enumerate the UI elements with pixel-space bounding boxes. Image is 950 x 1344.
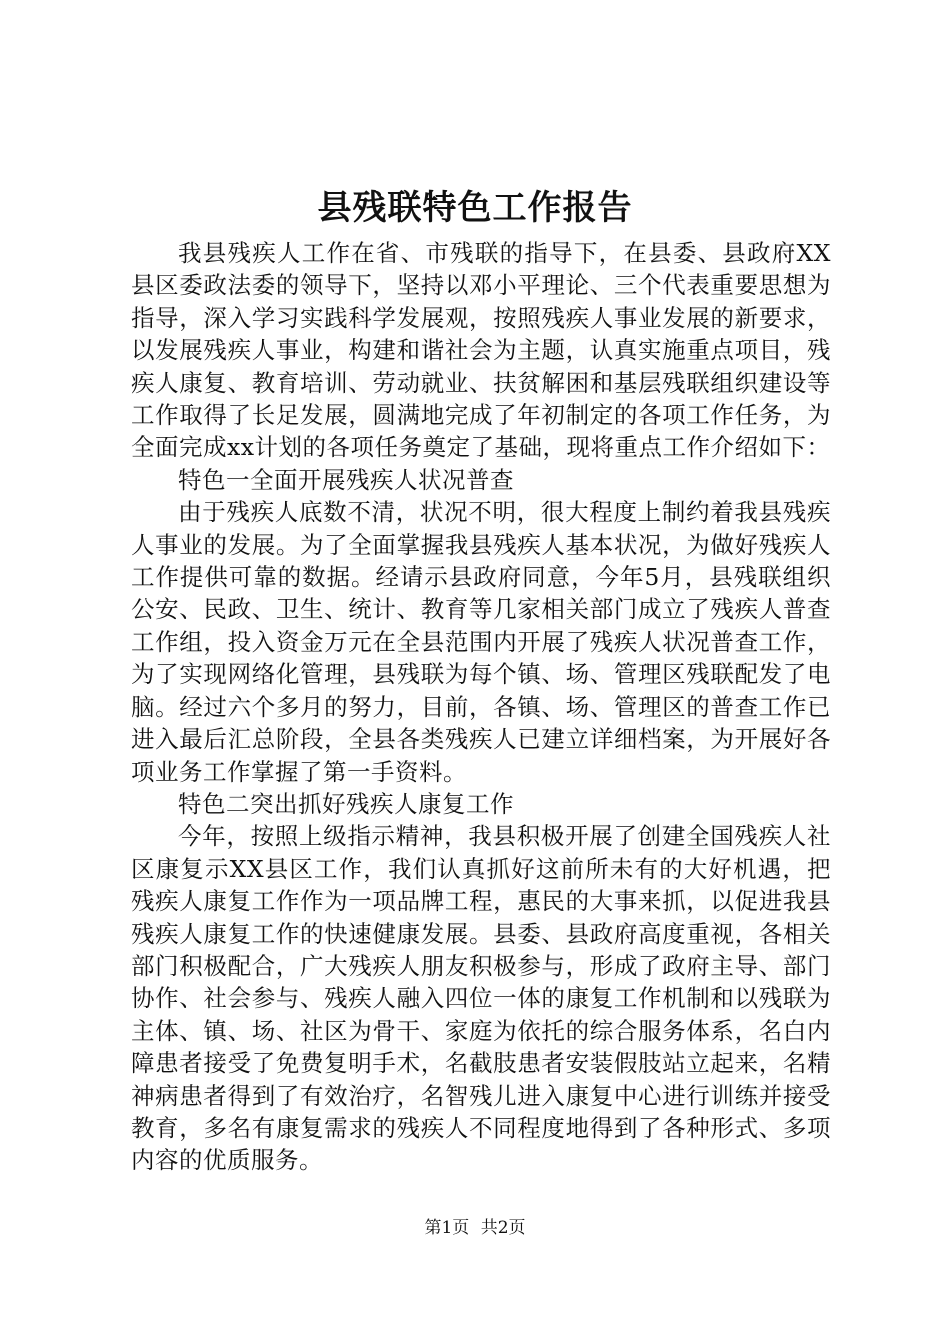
section-heading-1: 特色一全面开展残疾人状况普查: [178, 465, 514, 494]
section-paragraph-2: 今年，按照上级指示精神，我县积极开展了创建全国残疾人社区康复示XX县区工作，我们认真抓好这前所未有的大好机遇，把残疾人康复工作作为一项品牌工程，惠民的大事来抓，以促进我县残疾人康复工作的快速健康发展。县委、县政府高度重视，各相关部门积极配合，广大残疾人朋友积极参与，形成了政府主导、部门协作、社会参与、残疾人融入四位一体的康复工作机制和以残联为主体、镇、场、社区为骨干、家庭为依托的综合服务体系，名白内障患者接受了免费复明手术，名截肢患者安装假肢站立起来，名精神病患者得到了有效治疗，名智残儿进入康复中心进行训练并接受教育，多名有康复需求的残疾人不同程度地得到了各种形式、多项内容的优质服务。: [131, 822, 831, 1175]
document-title: 县残联特色工作报告: [317, 188, 633, 228]
section-heading-2: 特色二突出抓好残疾人康复工作: [178, 789, 514, 818]
document-body: [131, 237, 831, 1177]
section-paragraph-1: 由于残疾人底数不清，状况不明，很大程度上制约着我县残疾人事业的发展。为了全面掌握我县残疾人基本状况，为做好残疾人工作提供可靠的数据。经请示县政府同意，今年5月，县残联组织公安、民政、卫生、统计、教育等几家相关部门成立了残疾人普查工作组，投入资金万元在全县范围内开展了残疾人状况普查工作，为了实现网络化管理，县残联为每个镇、场、管理区残联配发了电脑。经过六个多月的努力，目前，各镇、场、管理区的普查工作已进入最后汇总阶段，全县各类残疾人已建立详细档案，为开展好各项业务工作掌握了第一手资料。: [131, 498, 831, 786]
page-total: 共2页: [480, 1218, 526, 1238]
page-number: 第1页: [424, 1218, 470, 1238]
page-footer: [0, 1216, 950, 1240]
intro-paragraph: 我县残疾人工作在省、市残联的指导下，在县委、县政府XX县区委政法委的领导下，坚持以邓小平理论、三个代表重要思想为指导，深入学习实践科学发展观，按照残疾人事业发展的新要求，以发展残疾人事业，构建和谐社会为主题，认真实施重点项目，残疾人康复、教育培训、劳动就业、扶贫解困和基层残联组织建设等工作取得了长足发展，圆满地完成了年初制定的各项工作任务，为全面完成xx计划的各项任务奠定了基础，现将重点工作介绍如下：: [131, 239, 831, 462]
